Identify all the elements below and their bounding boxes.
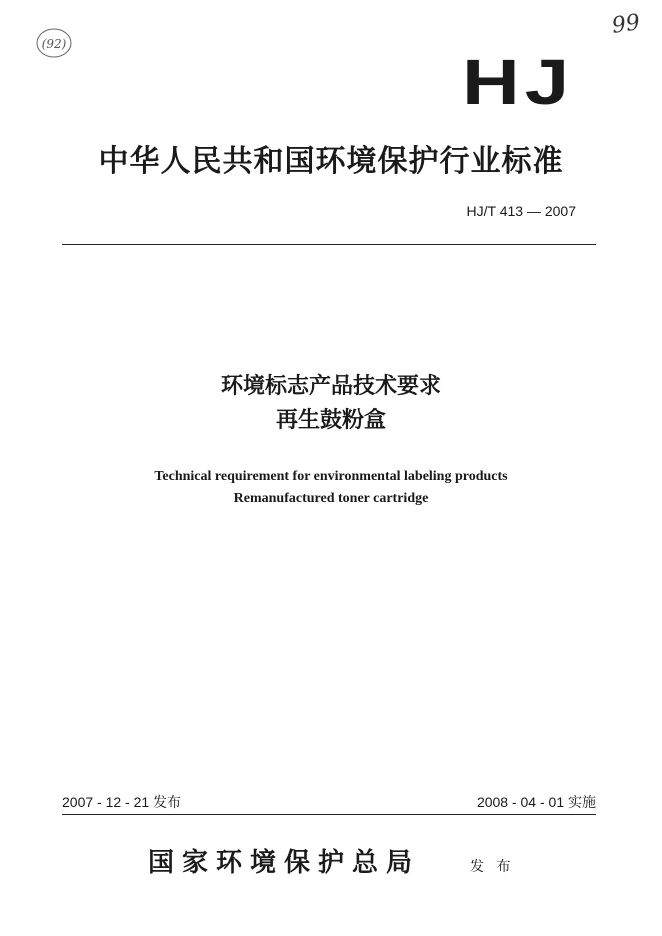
top-divider: [62, 244, 596, 245]
document-title-cn-line1: 环境标志产品技术要求: [220, 374, 441, 399]
standard-code: HJ/T 413 — 2007: [466, 203, 576, 219]
document-title-cn-line2: 再生鼓粉盒: [275, 408, 386, 433]
bottom-divider: [62, 814, 596, 815]
hj-logo: HJ: [462, 46, 575, 118]
document-title-en: [0, 466, 662, 510]
issue-date: 2007 - 12 - 21 发布: [62, 794, 182, 810]
document-title-en-line1: Technical requirement for environmental labeling products: [154, 469, 508, 484]
implementation-date: 2008 - 04 - 01 实施: [476, 794, 596, 810]
document-title-en-line2: Remanufactured toner cartridge: [233, 491, 429, 506]
issuer: 国家环境保护总局: [148, 848, 421, 878]
document-title-cn: [0, 370, 662, 438]
standard-title: 中华人民共和国环境保护行业标准: [98, 144, 564, 179]
handwritten-page-number: 99: [610, 10, 642, 39]
issued-label: 发 布: [470, 859, 515, 875]
handwritten-note: (92): [41, 37, 67, 51]
